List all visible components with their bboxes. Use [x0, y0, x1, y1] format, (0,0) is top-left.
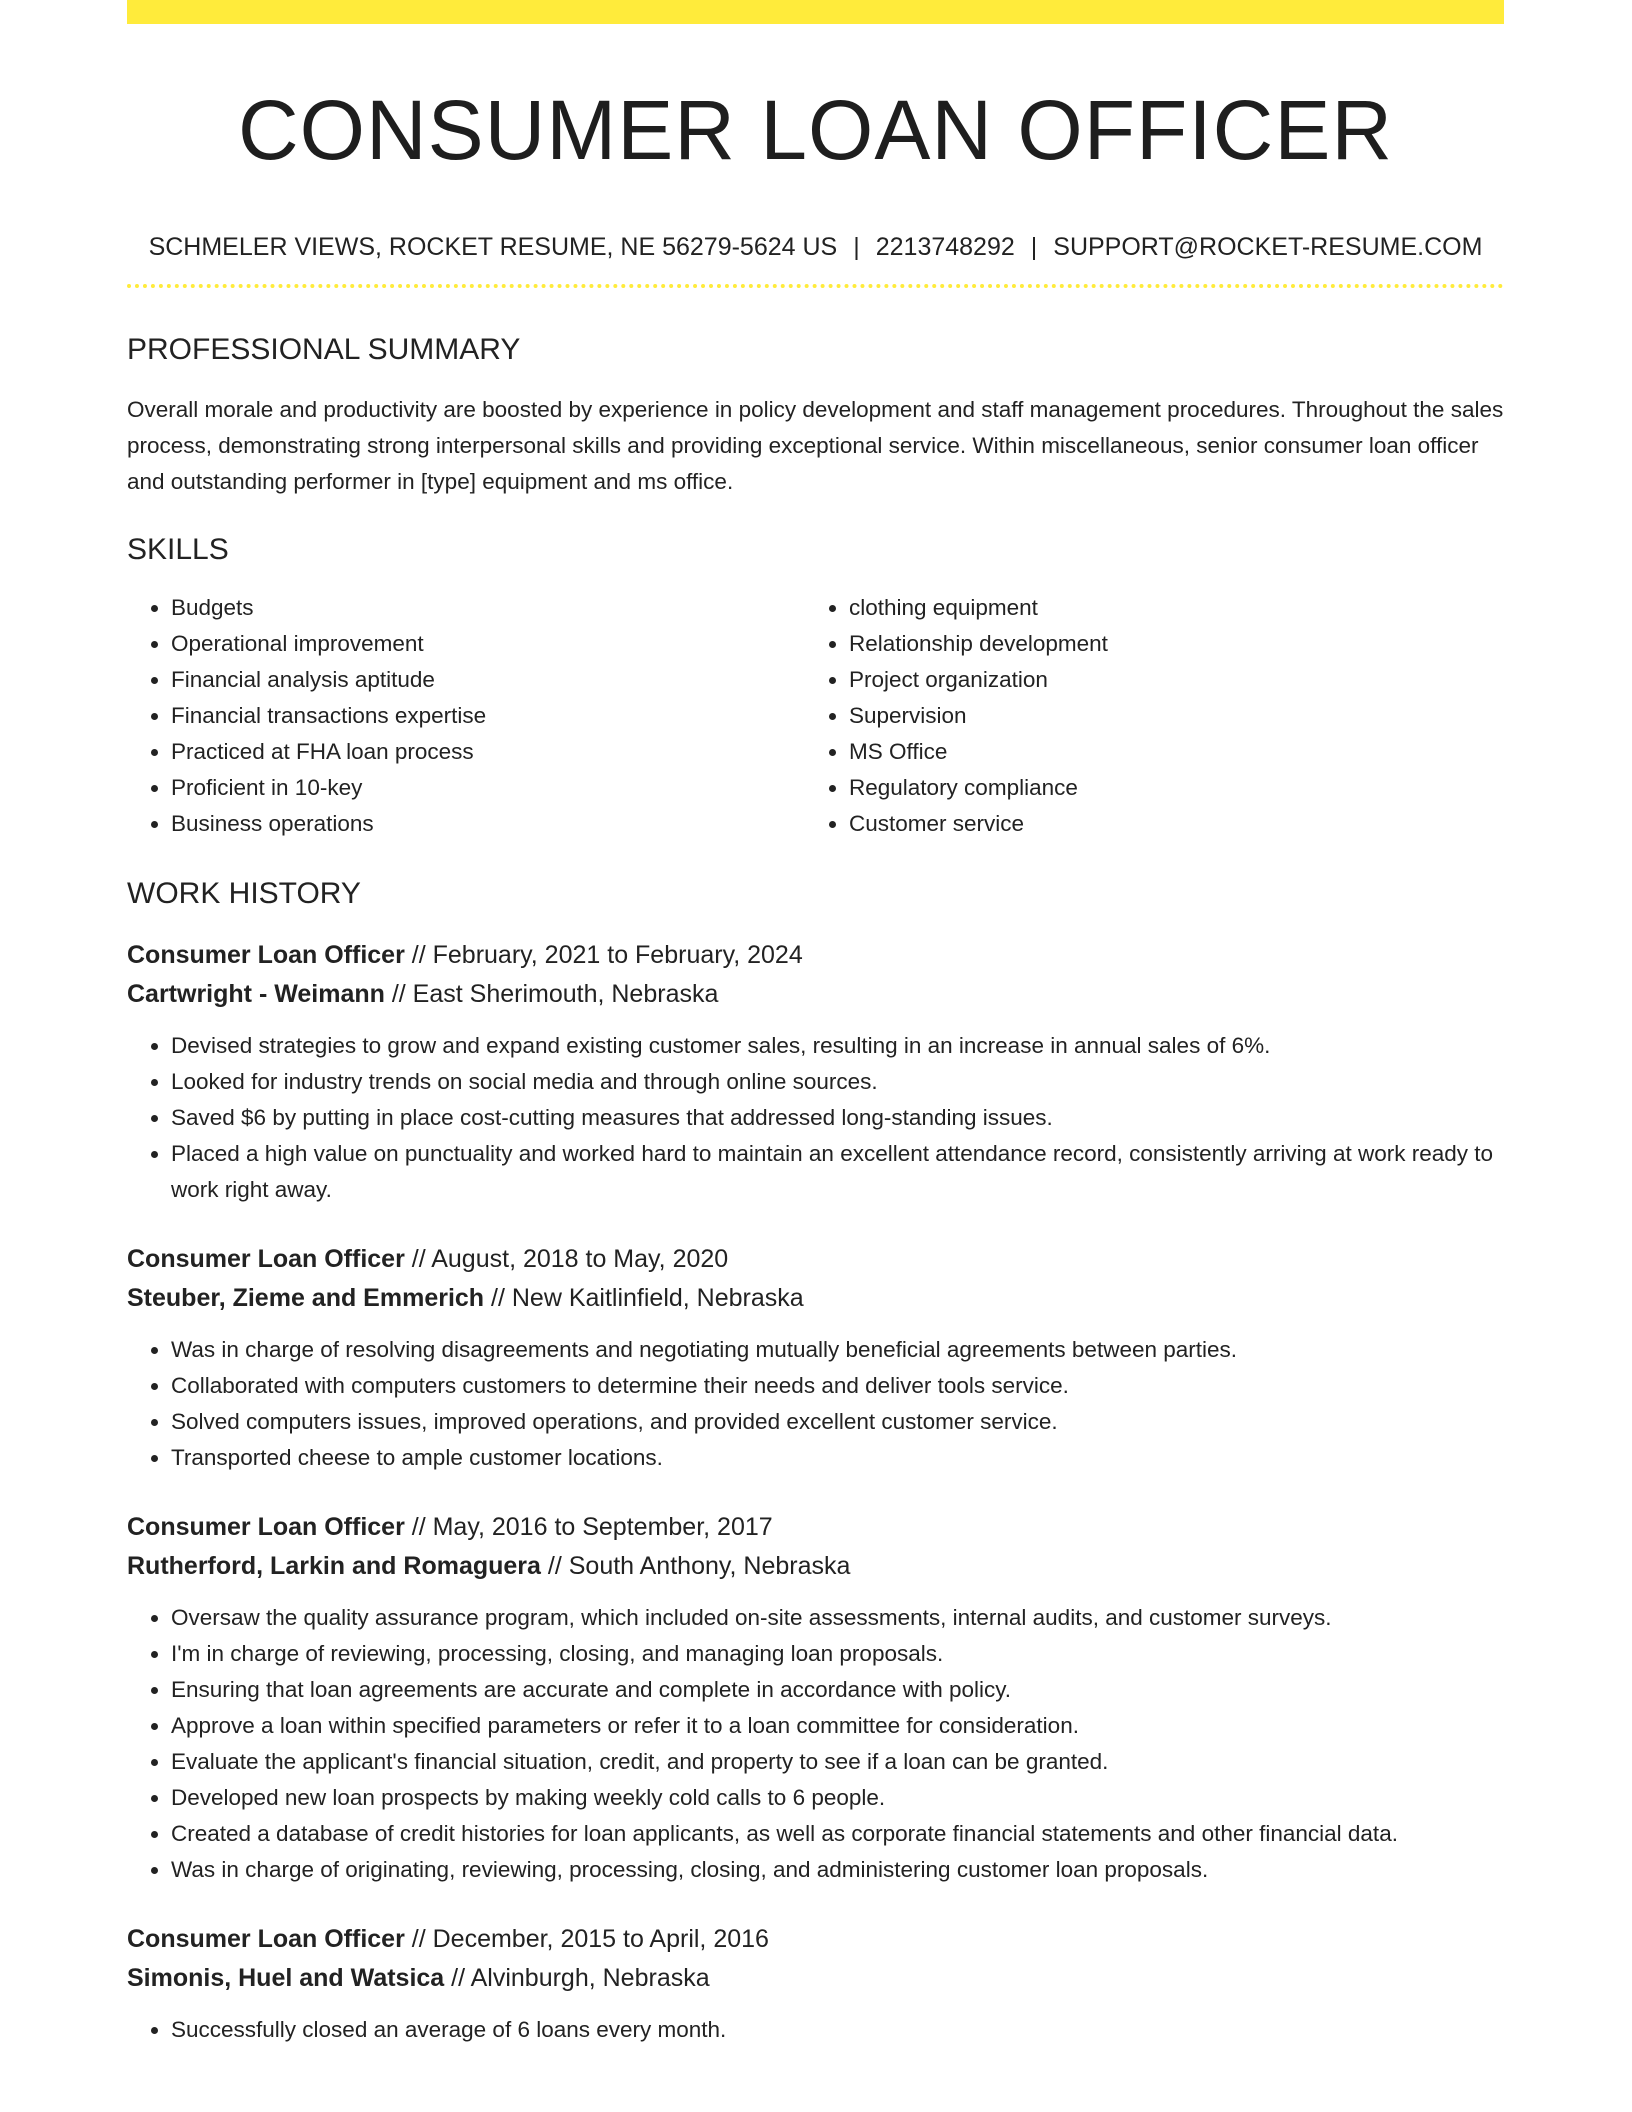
- contact-phone: 2213748292: [875, 233, 1015, 261]
- job-bullet: • I'm in charge of reviewing, processing, closing, and managing loan proposals.: [171, 1636, 1504, 1672]
- summary-text: Overall morale and productivity are boosted by experience in policy development and staff management procedures. Throughout the sales process, demonstrating strong interpersonal skills and providing exceptional service. Within miscellaneous, senior consumer loan officer and outstanding performer in [type] equipment and ms office.: [127, 397, 1504, 494]
- summary-heading: PROFESSIONAL SUMMARY: [127, 333, 521, 366]
- skill-item: • Customer service: [849, 806, 1483, 842]
- resume-title: CONSUMER LOAN OFFICER: [237, 83, 1394, 177]
- job-company: Rutherford, Larkin and Romaguera: [127, 1552, 541, 1580]
- skill-item: • Budgets: [171, 590, 805, 626]
- job-dates: // August, 2018 to May, 2020: [404, 1245, 729, 1273]
- job-bullet: • Devised strategies to grow and expand existing customer sales, resulting in an increase in annual sales of 6%.: [171, 1028, 1504, 1064]
- job-title: Consumer Loan Officer: [127, 941, 405, 969]
- skill-item: • MS Office: [849, 734, 1483, 770]
- job-location: // Alvinburgh, Nebraska: [444, 1964, 710, 1992]
- skill-item: • Financial transactions expertise: [171, 698, 805, 734]
- skill-item: • Business operations: [171, 806, 805, 842]
- job-location: // South Anthony, Nebraska: [540, 1552, 851, 1580]
- job-location: // New Kaitlinfield, Nebraska: [484, 1284, 804, 1312]
- job-title: Consumer Loan Officer: [127, 1925, 405, 1953]
- job-bullet: • Was in charge of resolving disagreements and negotiating mutually beneficial agreements between parties.: [171, 1332, 1504, 1368]
- contact-address: SCHMELER VIEWS, ROCKET RESUME, NE 56279-5624 US: [148, 233, 838, 261]
- job-entry: [127, 1920, 1504, 2048]
- contact-line: [127, 232, 1504, 262]
- job-bullet: • Solved computers issues, improved operations, and provided excellent customer service.: [171, 1404, 1504, 1440]
- skill-item: • clothing equipment: [849, 590, 1483, 626]
- job-bullet: • Created a database of credit histories for loan applicants, as well as corporate financial statements and other financial data.: [171, 1816, 1504, 1852]
- job-company-line: [127, 1959, 1504, 1998]
- job-location: // East Sherimouth, Nebraska: [384, 980, 719, 1008]
- job-company-line: [127, 1279, 1504, 1318]
- skill-item: • Financial analysis aptitude: [171, 662, 805, 698]
- skills-column-left: [127, 590, 805, 842]
- job-entry: [127, 1240, 1504, 1476]
- job-title: Consumer Loan Officer: [127, 1245, 405, 1273]
- job-bullet: • Evaluate the applicant's financial situation, credit, and property to see if a loan can be granted.: [171, 1744, 1504, 1780]
- job-dates: // February, 2021 to February, 2024: [404, 941, 803, 969]
- job-title-line: [127, 1508, 1504, 1547]
- job-company: Steuber, Zieme and Emmerich: [127, 1284, 485, 1312]
- job-bullet: • Was in charge of originating, reviewing, processing, closing, and administering customer loan proposals.: [171, 1852, 1504, 1888]
- job-bullet: • Transported cheese to ample customer locations.: [171, 1440, 1504, 1476]
- job-bullet: • Developed new loan prospects by making weekly cold calls to 6 people.: [171, 1780, 1504, 1816]
- skills-column-right: [805, 590, 1483, 842]
- job-dates: // December, 2015 to April, 2016: [404, 1925, 769, 1953]
- job-company-line: [127, 1547, 1504, 1586]
- job-bullet: • Successfully closed an average of 6 loans every month.: [171, 2012, 1504, 2048]
- job-bullet: • Saved $6 by putting in place cost-cutting measures that addressed long-standing issues.: [171, 1100, 1504, 1136]
- job-company: Simonis, Huel and Watsica: [127, 1964, 445, 1992]
- job-bullets: [127, 1600, 1504, 1888]
- job-entry: [127, 936, 1504, 1208]
- job-bullet: • Collaborated with computers customers to determine their needs and deliver tools service.: [171, 1368, 1504, 1404]
- contact-separator: |: [1030, 233, 1038, 261]
- job-title-line: [127, 1920, 1504, 1959]
- skills-heading: SKILLS: [127, 533, 229, 566]
- resume-content: [127, 0, 1504, 2080]
- contact-separator: |: [853, 233, 860, 261]
- skill-item: • Operational improvement: [171, 626, 805, 662]
- skills-list: [127, 590, 1504, 842]
- skill-item: • Practiced at FHA loan process: [171, 734, 805, 770]
- work-history-heading: WORK HISTORY: [127, 877, 361, 910]
- skill-item: • Supervision: [849, 698, 1483, 734]
- job-bullet: • Placed a high value on punctuality and worked hard to maintain an excellent attendance record, consistently arriving at work ready to work right away.: [171, 1136, 1504, 1208]
- job-bullets: [127, 2012, 1504, 2048]
- job-company-line: [127, 975, 1504, 1014]
- job-entry: [127, 1508, 1504, 1888]
- contact-email: SUPPORT@ROCKET-RESUME.COM: [1053, 233, 1483, 261]
- job-dates: // May, 2016 to September, 2017: [404, 1513, 773, 1541]
- job-title-line: [127, 936, 1504, 975]
- job-bullets: [127, 1332, 1504, 1476]
- job-bullet: • Ensuring that loan agreements are accurate and complete in accordance with policy.: [171, 1672, 1504, 1708]
- skill-item: • Proficient in 10-key: [171, 770, 805, 806]
- job-title-line: [127, 1240, 1504, 1279]
- skill-item: • Relationship development: [849, 626, 1483, 662]
- job-company: Cartwright - Weimann: [127, 980, 385, 1008]
- job-bullet: • Looked for industry trends on social media and through online sources.: [171, 1064, 1504, 1100]
- skill-item: • Project organization: [849, 662, 1483, 698]
- skill-item: • Regulatory compliance: [849, 770, 1483, 806]
- job-title: Consumer Loan Officer: [127, 1513, 405, 1541]
- job-bullet: • Approve a loan within specified parameters or refer it to a loan committee for consideration.: [171, 1708, 1504, 1744]
- job-bullet: • Oversaw the quality assurance program, which included on-site assessments, internal audits, and customer surveys.: [171, 1600, 1504, 1636]
- dotted-divider: [127, 284, 1504, 288]
- job-bullets: [127, 1028, 1504, 1208]
